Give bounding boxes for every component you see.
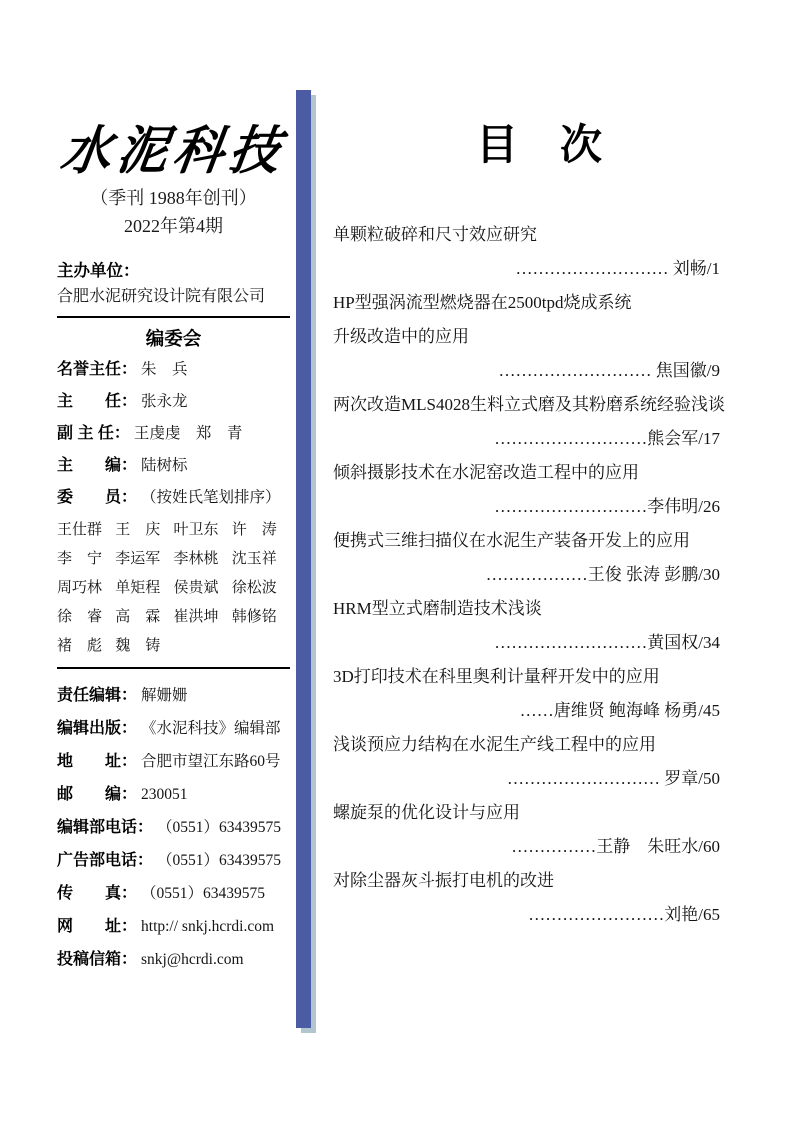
- pub-info-value: 《水泥科技》编辑部: [141, 720, 281, 737]
- pub-info-row: [57, 745, 290, 778]
- pub-info-value: 解姗姗: [141, 687, 188, 704]
- toc-entry-authors-page: ………………………熊会军/17: [494, 429, 720, 448]
- organizer-name: 合肥水泥研究设计院有限公司: [57, 288, 266, 305]
- toc-entry-authors-page: ……………………刘艳/65: [528, 905, 720, 924]
- board-role-label: 副 主 任：: [57, 425, 130, 442]
- toc-entry-title: 对除尘器灰斗振打电机的改进: [333, 871, 554, 890]
- board-role-row: [57, 354, 290, 386]
- board-role-value: 朱 兵: [141, 361, 188, 378]
- pub-info-row: [57, 844, 290, 877]
- board-role-label: 主 编：: [57, 457, 138, 474]
- pub-info-label: 地 址：: [57, 753, 138, 770]
- board-role-label: 名誉主任：: [57, 361, 138, 378]
- toc-entry-authors-page: ……………………… 焦国徽/9: [498, 361, 720, 380]
- journal-title: 水泥科技: [57, 121, 290, 181]
- pub-info-row: [57, 811, 290, 844]
- pub-info-value: （0551）63439575: [157, 819, 282, 836]
- toc-entry-authors-page: ………………………黄国权/34: [494, 633, 720, 652]
- toc-entry: [333, 728, 745, 796]
- board-member-name: 许 涛: [231, 522, 277, 538]
- toc-entry-authors-page: ………………王俊 张涛 彭鹏/30: [485, 565, 720, 584]
- board-member-name: 侯贵斌: [173, 580, 219, 596]
- board-role-label: 主 任：: [57, 393, 138, 410]
- pub-info-value: （0551）63439575: [141, 885, 266, 902]
- pub-info-value: （0551）63439575: [157, 852, 282, 869]
- toc-entry-authors-page: ……………………… 刘畅/1: [515, 259, 720, 278]
- board-role-value: 陆树标: [141, 457, 188, 474]
- toc-entry-title: 倾斜摄影技术在水泥窑改造工程中的应用: [333, 463, 639, 482]
- pub-info-label: 责任编辑：: [57, 687, 138, 704]
- editorial-board-roles: [57, 354, 290, 514]
- pub-info-value: 合肥市望江东路60号: [141, 753, 281, 770]
- toc-entry-authors-page: ……………王静 朱旺水/60: [511, 837, 720, 856]
- divider-line-bottom: [57, 667, 290, 669]
- pub-info-label: 网 址：: [57, 918, 138, 935]
- toc-entry: [333, 660, 745, 728]
- toc-list: [333, 218, 745, 932]
- toc-entry-title: 两次改造MLS4028生料立式磨及其粉磨系统经验浅谈: [333, 395, 725, 414]
- organizer-label: 主办单位：: [57, 262, 140, 280]
- board-member-name: 韩修铭: [231, 609, 277, 625]
- journal-subtitle: （季刊 1988年创刊）: [90, 188, 257, 208]
- board-member-name: 王仕群: [57, 522, 103, 538]
- board-role-value: （按姓氏笔划排序）: [141, 489, 281, 506]
- toc-entry-title: 3D打印技术在科里奥利计量秤开发中的应用: [333, 667, 660, 686]
- toc-entry: [333, 524, 745, 592]
- board-member-name: 周巧林: [57, 580, 103, 596]
- toc-entry: [333, 592, 745, 660]
- pub-info-email: snkj@hcrdi.com: [141, 951, 244, 968]
- toc-entry-authors-page: ……唐维贤 鲍海峰 杨勇/45: [519, 701, 720, 720]
- toc-entry-title: HP型强涡流型燃烧器在2500tpd烧成系统: [333, 293, 632, 312]
- board-member-name: 李 宁: [57, 551, 103, 567]
- divider-line-top: [57, 316, 290, 318]
- masthead-column: [57, 118, 290, 976]
- pub-info-label: 编辑部电话：: [57, 819, 154, 836]
- editorial-board-title: 编委会: [145, 328, 202, 349]
- board-member-name: 王 庆: [115, 522, 161, 538]
- toc-entry-title: 螺旋泵的优化设计与应用: [333, 803, 520, 822]
- pub-info-row: [57, 778, 290, 811]
- toc-entry-title: HRM型立式磨制造技术浅谈: [333, 599, 542, 618]
- board-role-row: [57, 418, 290, 450]
- pub-info-label: 邮 编：: [57, 786, 138, 803]
- board-role-row: [57, 386, 290, 418]
- board-role-row: [57, 450, 290, 482]
- pub-info-row: [57, 943, 290, 976]
- board-member-name: 单矩程: [115, 580, 161, 596]
- toc-entry: [333, 864, 745, 932]
- board-member-name: 高 霖: [115, 609, 161, 625]
- board-member-name: 叶卫东: [173, 522, 219, 538]
- toc-column: [333, 120, 745, 932]
- pub-info-row: [57, 679, 290, 712]
- board-member-name: 李林桃: [173, 551, 219, 567]
- pub-info-row: [57, 910, 290, 943]
- pub-info-label: 广告部电话：: [57, 852, 154, 869]
- board-member-name: 李运军: [115, 551, 161, 567]
- board-member-name: 沈玉祥: [231, 551, 277, 567]
- board-role-row: [57, 482, 290, 514]
- board-member-name: 徐松波: [231, 580, 277, 596]
- toc-entry: [333, 286, 745, 388]
- column-divider-bar: [296, 90, 311, 1028]
- toc-title: 目 次: [475, 123, 602, 169]
- pub-info-label: 编辑出版：: [57, 720, 138, 737]
- toc-entry: [333, 796, 745, 864]
- pub-info-row: [57, 712, 290, 745]
- pub-info-label: 投稿信箱：: [57, 951, 138, 968]
- toc-entry-title: 单颗粒破碎和尺寸效应研究: [333, 225, 537, 244]
- toc-entry-title: 便携式三维扫描仪在水泥生产装备开发上的应用: [333, 531, 690, 550]
- board-role-label: 委 员：: [57, 489, 138, 506]
- pub-info-label: 传 真：: [57, 885, 138, 902]
- toc-entry-title: 浅谈预应力结构在水泥生产线工程中的应用: [333, 735, 656, 754]
- board-member-name: 魏 铸: [115, 638, 161, 654]
- board-role-value: 张永龙: [141, 393, 188, 410]
- toc-entry: [333, 218, 745, 286]
- journal-issue: 2022年第4期: [124, 216, 223, 236]
- editorial-board-members: [57, 516, 290, 661]
- publication-info: [57, 679, 290, 976]
- board-member-name: 徐 睿: [57, 609, 103, 625]
- board-member-name: 褚 彪: [57, 638, 103, 654]
- toc-entry: [333, 456, 745, 524]
- toc-entry-title-line2: 升级改造中的应用: [333, 327, 469, 346]
- toc-entry-authors-page: ………………………李伟明/26: [494, 497, 720, 516]
- pub-info-website: http:// snkj.hcrdi.com: [141, 918, 275, 935]
- board-role-value: 王虔虔 郑 青: [133, 425, 243, 442]
- board-member-name: 崔洪坤: [173, 609, 219, 625]
- pub-info-value: 230051: [141, 786, 188, 803]
- toc-entry-authors-page: ……………………… 罗章/50: [507, 769, 720, 788]
- pub-info-row: [57, 877, 290, 910]
- toc-entry: [333, 388, 745, 456]
